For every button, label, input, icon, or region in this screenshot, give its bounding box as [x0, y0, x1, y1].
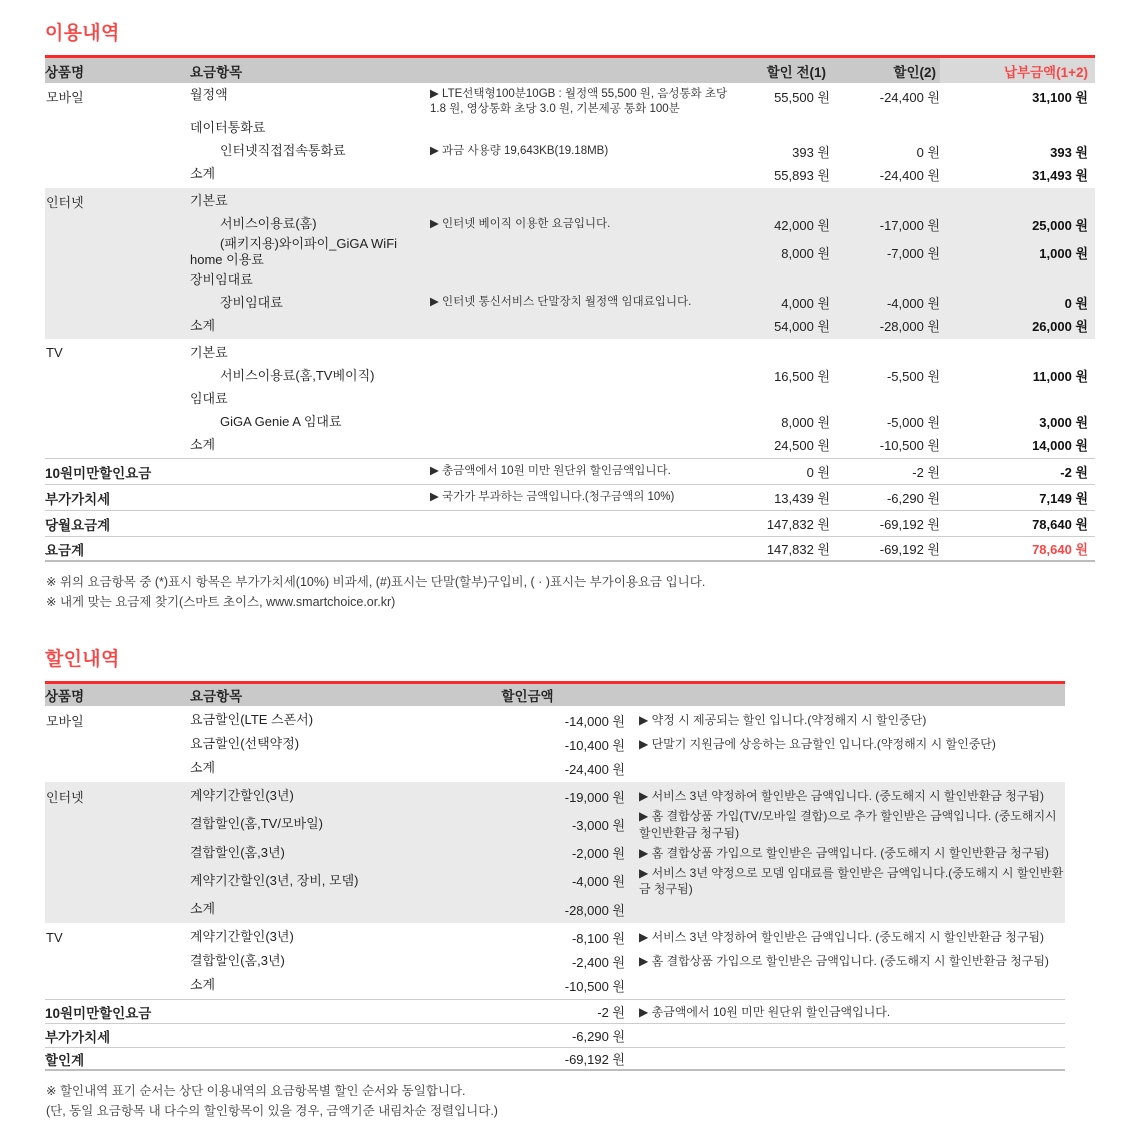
usage-row: [45, 387, 1095, 410]
summary-label: 당월요금계: [45, 517, 111, 533]
pay-cell: 14,000 원: [1032, 438, 1088, 454]
discount-total-row: [45, 1047, 1065, 1071]
discount-table-header: [45, 681, 1065, 706]
discount-subtotal-row: [45, 973, 1065, 997]
item-cell: 계약기간할인(3년, 장비, 모뎀): [190, 872, 359, 888]
usage-row: [45, 117, 1095, 140]
pay-cell: 1,000 원: [1039, 245, 1088, 261]
discount-row: [45, 732, 1065, 756]
footnote: ※ 내게 맞는 요금제 찾기(스마트 초이스, www.smartchoice.or.kr): [46, 595, 396, 610]
product-cell: TV: [46, 345, 63, 361]
item-cell: 소계: [190, 901, 216, 916]
discount-row: [45, 925, 1065, 949]
item-cell: 계약기간할인(3년): [190, 929, 294, 944]
discount-row: [45, 949, 1065, 973]
discount-table: [45, 681, 1065, 1071]
item-cell: 장비임대료: [220, 294, 283, 310]
before-cell: 8,000 원: [781, 245, 830, 261]
amount-cell: -4,000 원: [571, 874, 625, 890]
discount-cell: -28,000 원: [879, 319, 940, 335]
discount-cell: -24,400 원: [879, 167, 940, 183]
desc-cell: ▶ 총금액에서 10원 미만 원단위 할인금액입니다.: [639, 1004, 891, 1019]
amount-cell: -14,000 원: [564, 713, 625, 729]
product-cell: 모바일: [46, 90, 84, 105]
item-cell: 소계: [190, 977, 216, 992]
usage-col-before-discount: 할인 전(1): [766, 64, 826, 80]
section-gap: [45, 612, 1095, 638]
usage-table-header: [45, 55, 1095, 83]
discount-row: [45, 841, 1065, 865]
product-cell: TV: [46, 929, 63, 945]
before-cell: 147,832 원: [766, 542, 830, 558]
item-cell: 요금할인(LTE 스폰서): [190, 712, 314, 728]
usage-subtotal-row: [45, 314, 1095, 337]
desc-cell: ▶ 서비스 3년 약정으로 모뎀 임대료를 할인받은 금액입니다.(중도해지 시 할인반환금 청구됨): [639, 865, 1064, 896]
discount-cell: -2 원: [912, 465, 940, 481]
usage-subtotal-row: [45, 433, 1095, 456]
pay-cell: 7,149 원: [1039, 491, 1088, 507]
footnote: ※ 할인내역 표기 순서는 상단 이용내역의 요금항목별 할인 순서와 동일합니다.: [46, 1084, 466, 1099]
item-cell: 서비스이용료(홈): [220, 216, 317, 232]
discount-cell: -69,192 원: [879, 542, 940, 558]
usage-col-product: 상품명: [45, 64, 85, 80]
usage-table: [45, 55, 1095, 562]
item-cell: 장비임대료: [190, 271, 253, 287]
summary-label: 부가가치세: [45, 491, 111, 507]
usage-col-item: 요금항목: [190, 64, 243, 80]
before-cell: 55,893 원: [774, 167, 830, 183]
discount-footnotes: [46, 1081, 1095, 1121]
amount-cell: -2 원: [597, 1005, 625, 1021]
discount-cell: -10,500 원: [879, 438, 940, 454]
total-pay-cell: 78,640 원: [1032, 542, 1088, 558]
before-cell: 16,500 원: [774, 369, 830, 385]
item-cell: 소계: [190, 166, 216, 182]
discount-col-desc-spacer: [625, 684, 1065, 706]
item-cell: 요금할인(선택약정): [190, 736, 300, 752]
amount-cell: -2,400 원: [571, 954, 625, 970]
pay-cell: -2 원: [1060, 465, 1088, 481]
pay-cell: 26,000 원: [1032, 319, 1088, 335]
discount-cell: -69,192 원: [879, 517, 940, 533]
usage-row: [45, 268, 1095, 291]
discount-subtotal-row: [45, 897, 1065, 921]
before-cell: 147,832 원: [766, 517, 830, 533]
desc-cell: ▶ 서비스 3년 약정하여 할인받은 금액입니다. (중도해지 시 할인반환금 청구됨): [639, 789, 1044, 804]
discount-section-internet: [45, 782, 1065, 923]
footnote: ※ 위의 요금항목 중 (*)표시 항목은 부가가치세(10%) 비과세, (#)표시는 단말(할부)구입비, ( · )표시는 부가이용요금 입니다.: [46, 575, 706, 590]
usage-row: [45, 291, 1095, 314]
usage-summary-row: [45, 484, 1095, 510]
discount-col-amount: 할인금액: [501, 689, 554, 705]
usage-subtotal-row: [45, 163, 1095, 186]
desc-cell: ▶ 국가가 부과하는 금액입니다.(청구금액의 10%): [430, 491, 675, 504]
item-cell: 데이터통화료: [190, 120, 266, 136]
amount-cell: -28,000 원: [564, 902, 625, 918]
amount-cell: -2,000 원: [571, 846, 625, 862]
discount-col-item: 요금항목: [190, 689, 243, 705]
before-cell: 0 원: [806, 465, 830, 481]
discount-cell: -4,000 원: [886, 296, 940, 312]
usage-row: [45, 213, 1095, 236]
desc-cell: ▶ 인터넷 통신서비스 단말장치 월정액 임대료입니다.: [430, 296, 692, 309]
discount-cell: -6,290 원: [886, 491, 940, 507]
item-cell: 월정액: [190, 87, 228, 102]
pay-cell: 3,000 원: [1039, 415, 1088, 431]
item-cell: 서비스이용료(홈,TV베이직): [220, 367, 375, 383]
pay-cell: 31,493 원: [1032, 167, 1088, 183]
item-cell: 인터넷직접접속통화료: [220, 143, 346, 159]
before-cell: 42,000 원: [774, 217, 830, 233]
desc-cell: ▶ 총금액에서 10원 미만 원단위 할인금액입니다.: [430, 465, 671, 478]
usage-row: [45, 410, 1095, 433]
item-cell: 결합할인(홈,TV/모바일): [190, 816, 323, 832]
desc-cell: ▶ 과금 사용량 19,643KB(19.18MB): [430, 144, 609, 157]
amount-cell: -3,000 원: [571, 818, 625, 834]
usage-section-mobile: [45, 83, 1095, 188]
pay-cell: 31,100 원: [1032, 90, 1088, 105]
product-cell: 인터넷: [46, 194, 84, 210]
usage-row: [45, 190, 1095, 213]
item-cell: 임대료: [190, 390, 228, 406]
usage-section-tv: [45, 339, 1095, 458]
item-cell: 기본료: [190, 193, 228, 209]
usage-col-desc-spacer: [430, 58, 742, 83]
amount-cell: -19,000 원: [564, 789, 625, 805]
desc-cell: ▶ 홈 결합상품 가입으로 할인받은 금액입니다. (중도해지 시 할인반환금 청구됨): [639, 954, 1049, 969]
desc-cell: ▶ 단말기 지원금에 상응하는 요금할인 입니다.(약정해지 시 할인중단): [639, 737, 996, 752]
discount-row: [45, 784, 1065, 808]
pay-cell: 393 원: [1050, 144, 1088, 160]
usage-row: [45, 341, 1095, 364]
footnote: (단, 동일 요금항목 내 다수의 할인항목이 있을 경우, 금액기준 내림차순 정렬입니다.): [46, 1104, 498, 1119]
summary-label: 요금계: [45, 542, 85, 558]
discount-cell: -24,400 원: [879, 90, 940, 105]
usage-row: [45, 364, 1095, 387]
usage-section-title: 이용내역: [45, 23, 120, 44]
item-cell: 계약기간할인(3년): [190, 788, 294, 804]
discount-cell: 0 원: [916, 144, 940, 160]
usage-footnotes: [46, 572, 1095, 612]
pay-cell: 0 원: [1064, 296, 1088, 312]
usage-col-pay: 납부금액(1+2): [940, 58, 1095, 83]
usage-summary-row: [45, 510, 1095, 536]
discount-summary-row: [45, 1023, 1065, 1047]
before-cell: 8,000 원: [781, 415, 830, 431]
summary-label: 부가가치세: [45, 1029, 111, 1045]
amount-cell: -24,400 원: [564, 761, 625, 777]
desc-cell: ▶ 약정 시 제공되는 할인 입니다.(약정해지 시 할인중단): [639, 713, 927, 728]
pay-cell: 25,000 원: [1032, 217, 1088, 233]
discount-cell: -7,000 원: [886, 245, 940, 261]
desc-cell: ▶ 서비스 3년 약정하여 할인받은 금액입니다. (중도해지 시 할인반환금 청구됨): [639, 930, 1044, 945]
discount-row: [45, 865, 1065, 897]
before-cell: 4,000 원: [781, 296, 830, 312]
usage-row: [45, 236, 1095, 269]
usage-section-internet: [45, 188, 1095, 340]
amount-cell: -69,192 원: [564, 1052, 625, 1068]
item-cell: 소계: [190, 317, 216, 333]
item-cell: 소계: [190, 760, 216, 776]
pay-cell: 78,640 원: [1032, 517, 1088, 533]
discount-summary-row: [45, 999, 1065, 1023]
amount-cell: -10,500 원: [564, 978, 625, 994]
before-cell: 55,500 원: [774, 90, 830, 105]
discount-col-product: 상품명: [45, 689, 85, 705]
summary-label: 10원미만할인요금: [45, 1005, 152, 1021]
summary-label: 10원미만할인요금: [45, 465, 152, 481]
desc-cell: ▶ 홈 결합상품 가입으로 할인받은 금액입니다. (중도해지 시 할인반환금 청구됨): [639, 845, 1049, 860]
usage-total-row: [45, 536, 1095, 562]
desc-cell: ▶ 홈 결합상품 가입(TV/모바일 결합)으로 추가 할인받은 금액입니다. (중도해지시 할인반환금 청구됨): [639, 809, 1057, 840]
usage-col-discount: 할인(2): [893, 64, 936, 80]
amount-cell: -10,400 원: [564, 737, 625, 753]
desc-cell: ▶ LTE선택형100분10GB : 월정액 55,500 원, 음성통화 초당 1.8 원, 영상통화 초당 3.0 원, 기본제공 통화 100분: [430, 88, 728, 115]
pay-cell: 11,000 원: [1032, 369, 1088, 385]
discount-cell: -17,000 원: [879, 217, 940, 233]
item-cell: 결합할인(홈,3년): [190, 953, 285, 968]
discount-cell: -5,000 원: [886, 415, 940, 431]
amount-cell: -6,290 원: [571, 1029, 625, 1045]
summary-label: 할인계: [45, 1052, 85, 1068]
item-cell: 소계: [190, 436, 216, 452]
discount-row: [45, 708, 1065, 732]
discount-subtotal-row: [45, 756, 1065, 780]
product-cell: 인터넷: [46, 789, 84, 805]
before-cell: 54,000 원: [774, 319, 830, 335]
before-cell: 13,439 원: [774, 491, 830, 507]
desc-cell: ▶ 인터넷 베이직 이용한 요금입니다.: [430, 217, 611, 230]
item-cell: (패키지용)와이파이_GiGA WiFi home 이용료: [190, 235, 398, 268]
discount-row: [45, 808, 1065, 840]
discount-cell: -5,500 원: [886, 369, 940, 385]
discount-section-title: 할인내역: [45, 649, 120, 671]
item-cell: 결합할인(홈,3년): [190, 844, 285, 860]
amount-cell: -8,100 원: [571, 930, 625, 946]
before-cell: 393 원: [792, 144, 830, 160]
usage-summary-row: [45, 458, 1095, 484]
product-cell: 모바일: [46, 713, 84, 729]
discount-section-mobile: [45, 706, 1065, 782]
usage-row: [45, 85, 1095, 117]
item-cell: GiGA Genie A 임대료: [220, 413, 342, 429]
discount-section-tv: [45, 923, 1065, 999]
usage-row: [45, 140, 1095, 163]
before-cell: 24,500 원: [774, 438, 830, 454]
item-cell: 기본료: [190, 344, 228, 360]
